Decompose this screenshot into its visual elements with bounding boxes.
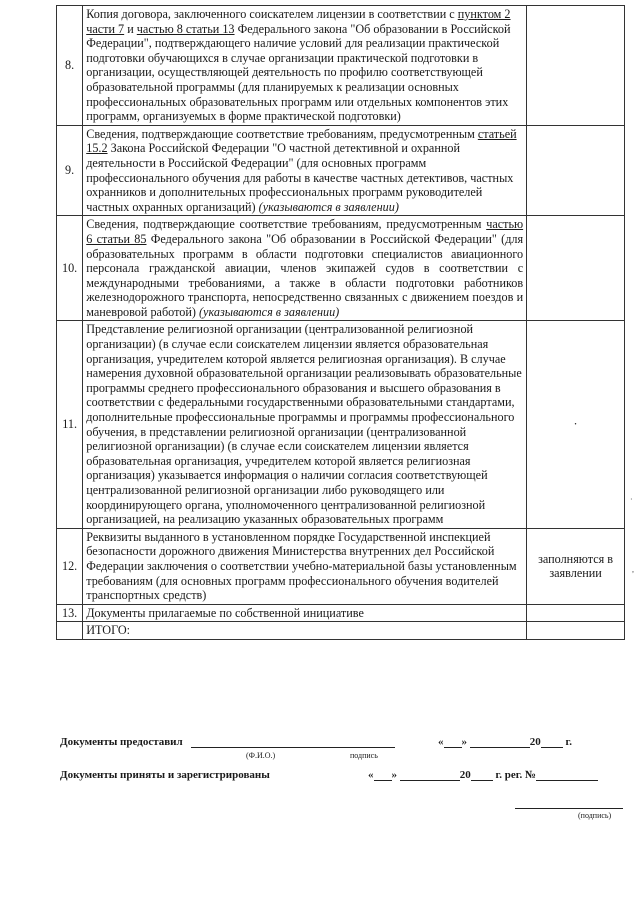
signature-caption: подпись	[350, 751, 378, 760]
row-number: 8.	[57, 6, 83, 126]
row-number: 9.	[57, 125, 83, 216]
row-note	[527, 622, 625, 640]
description-text: Закона Российской Федерации "О частной детективной и охранной деятельности в Российской Федерации" (для основных программ профессионального обучения для работы в качестве частных детективов, частных охранников и дополнительных профессиональных программ руководителей частных охранных организаций)	[86, 141, 514, 214]
description-text: Федерального закона "Об образовании в Российской Федерации" (для образовательных программ в области подготовки специалистов авиационного персонала гражданской авиации, членов экипажей судов в соответствии с международными требованиями, а также в области подготовки работников железнодорожного транспорта, непосредственно связанных с движением поездов и маневровой работой)	[86, 231, 524, 319]
row-description	[83, 321, 527, 528]
description-text: Сведения, подтверждающие соответствие требованиям, предусмотренным	[86, 126, 478, 141]
submitted-by-line	[60, 736, 626, 748]
description-text: Сведения, подтверждающие соответствие требованиям, предусмотренным	[86, 217, 487, 232]
law-reference-link[interactable]: статьей 15.2	[86, 126, 517, 156]
row-description	[83, 6, 527, 126]
note-text: (указываются в заявлении)	[199, 304, 340, 319]
row-note	[527, 604, 625, 622]
row-description	[83, 622, 527, 640]
row-note	[527, 6, 625, 126]
row-note	[527, 216, 625, 321]
description-text: ИТОГО:	[86, 623, 131, 638]
table-row	[57, 528, 625, 604]
accepted-line	[60, 769, 626, 781]
documents-table-body	[57, 6, 625, 640]
row-number: 11.	[57, 321, 83, 528]
table-row	[57, 216, 625, 321]
documents-table	[56, 5, 625, 640]
description-text: и	[124, 21, 137, 36]
table-row	[57, 604, 625, 622]
row-description	[83, 604, 527, 622]
row-note	[527, 125, 625, 216]
row-description	[83, 528, 527, 604]
row-description	[83, 216, 527, 321]
submitted-date: « » 20 г.	[438, 736, 573, 748]
accepted-label: Документы приняты и зарегистрированы	[60, 769, 270, 781]
accepted-date: « » 20 г. рег. №	[368, 769, 598, 781]
bottom-signature-line	[515, 808, 623, 809]
row-note: заполняются в заявлении	[527, 528, 625, 604]
description-text: Копия договора, заключенного соискателем лицензии в соответствии с	[86, 7, 458, 21]
table-row	[57, 321, 625, 528]
row-note: ·	[527, 321, 625, 528]
fio-caption: (Ф.И.О.)	[246, 751, 276, 760]
law-reference-link[interactable]: частью 8 статьи 13	[136, 21, 235, 36]
row-number	[57, 622, 83, 640]
row-number: 13.	[57, 604, 83, 622]
description-text: Реквизиты выданного в установленном порядке Государственной инспекцией безопасности дорожного движения Министерства внутренних дел Российской Федерации заключения о соответствии учебно-материальной базы установленным требованиям (для основных программ профессионального обучения водителей транспортных средств)	[86, 529, 517, 603]
description-text: Представление религиозной организации (централизованной религиозной организации) (в случае если соискателем лицензии является образовательная организация, учредителем которой является религиозная организация). В случае намерения духовной образовательной организации реализовывать образовательные программы среднего профессионального образования и высшего образования в соответствии с федеральными государственными образовательными стандартами, дополнительные профессиональные программы и программы профессионального обучения, в представлении религиозной организации (централизованной религиозной организации) (в случае если соискателем лицензии является образовательная организация, учредителем которой является религиозная организация) указывается информация о наличии согласия соответствующей централизованной религиозной организации либо руководящего или координирующего органа, уполномоченного централизованной религиозной организацией, на реализацию указанных образовательных программ	[86, 322, 522, 527]
note-text: (указываются в заявлении)	[258, 199, 399, 214]
row-number: 10.	[57, 216, 83, 321]
description-text: Федерального закона "Об образовании в Российской Федерации", подтверждающего наличие условий для реализации практической подготовки обучающихся в случае организации практической подготовки в организации, осуществляющей деятельность по профилю соответствующей образовательной программы (для планируемых к реализации основных профессиональных образовательных программ или отдельных компонентов этих программ, организуемых в форме практической подготовки)	[86, 21, 511, 124]
scan-mark: ,	[632, 565, 634, 574]
row-description	[83, 125, 527, 216]
row-number: 12.	[57, 528, 83, 604]
table-row	[57, 6, 625, 126]
law-reference-link[interactable]: пунктом 2 части 7	[86, 7, 511, 36]
table-row	[57, 622, 625, 640]
bottom-signature-caption: (подпись)	[578, 811, 612, 820]
scan-mark: ·	[630, 495, 633, 504]
table-row	[57, 125, 625, 216]
description-text: Документы прилагаемые по собственной инициативе	[86, 605, 364, 620]
submitted-label: Документы предоставил	[60, 736, 183, 748]
law-reference-link[interactable]: частью 6 статьи 85	[86, 217, 524, 246]
fio-blank	[191, 737, 395, 748]
